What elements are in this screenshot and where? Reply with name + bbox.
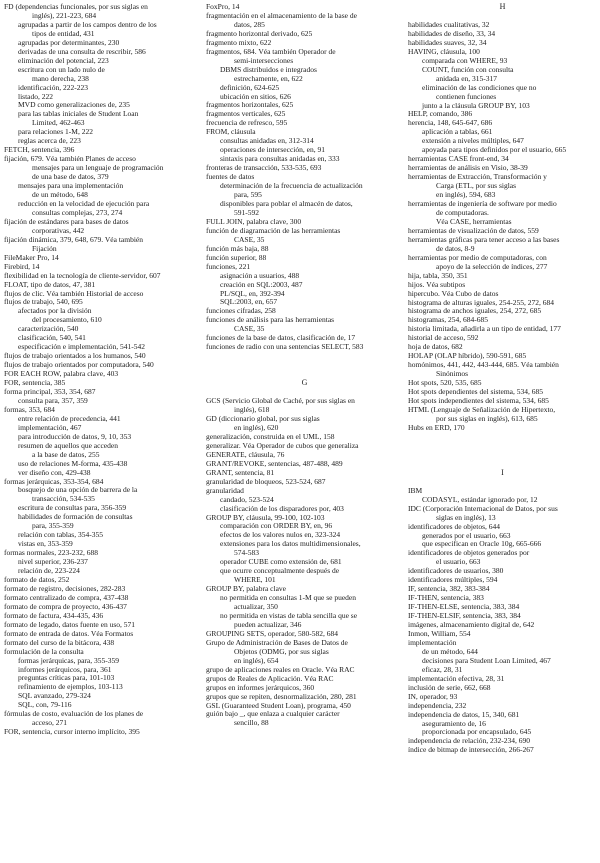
- index-entry: flujos de trabajo orientados por computadora, 540: [4, 361, 154, 370]
- index-subentry: sencillo, 88: [234, 719, 269, 728]
- index-entry: herramientas de Extracción, Transformación y: [408, 173, 547, 182]
- index-subentry: escritura de consultas para, 356-359: [18, 504, 127, 513]
- index-subentry: aseguramiento de, 16: [422, 719, 486, 728]
- index-entry: funciones cifradas, 258: [206, 307, 276, 316]
- index-subentry: acceso, 271: [32, 719, 67, 728]
- index-entry: Grupo de Administración de Bases de Datos de: [206, 638, 348, 647]
- index-entry: IBM: [408, 486, 423, 495]
- index-subentry: SQL:2003, en, 657: [220, 298, 278, 307]
- index-subentry: apoyada para tipos definidos por el usuario, 665: [422, 146, 567, 155]
- index-entry: fragmento mixto, 622: [206, 38, 272, 47]
- index-subentry: identificación, 222-223: [18, 83, 88, 92]
- index-entry: función más baja, 88: [206, 244, 269, 253]
- index-entry: grupos de Reales de Aplicación. Véa RAC: [206, 674, 334, 683]
- index-subentry: CASE, 35: [234, 235, 265, 244]
- index-entry: herramientas de análisis en Visio, 38-39: [408, 164, 528, 173]
- index-subentry: datos, 285: [234, 20, 265, 29]
- section-letter: H: [499, 3, 506, 11]
- index-subentry: formas jerárquicas, para, 355-359: [18, 656, 120, 665]
- spacer: [408, 12, 597, 21]
- index-subentry: ubicación en sitios, 626: [220, 92, 291, 101]
- spacer: [206, 370, 403, 379]
- index-subentry: actualizar, 350: [234, 603, 278, 612]
- index-entry: historia limitada, añadirla a un tipo de entidad, 177: [408, 325, 561, 334]
- index-column-1: [4, 3, 202, 737]
- index-entry: herencia, 148, 645-647, 686: [408, 119, 493, 128]
- index-entry: independencia, 232: [408, 701, 467, 710]
- index-subentry: a la base de datos, 255: [32, 450, 100, 459]
- index-entry: Hubs en ERD, 170: [408, 423, 465, 432]
- index-subentry: mensajes para un lenguaje de programación: [32, 164, 164, 173]
- index-subentry: clasificación, 540, 541: [18, 334, 86, 343]
- index-subentry: para, 355-359: [32, 522, 74, 531]
- index-subentry: nivel superior, 236-237: [18, 558, 88, 567]
- index-subentry: siglas en inglés), 13: [436, 513, 496, 522]
- index-entry: FOR, sentencia, cursor interno implícito, 395: [4, 728, 140, 737]
- index-entry: GROUP BY, palabra clave: [206, 585, 286, 594]
- index-entry: flujos de clic. Véa también Historial de acceso: [4, 289, 144, 298]
- index-entry: histograma de anchos iguales, 254, 272, 685: [408, 307, 542, 316]
- index-entry: FD (dependencias funcionales, por sus siglas en: [4, 3, 148, 11]
- index-entry: habilidades de diseño, 33, 34: [408, 29, 496, 38]
- index-entry: FROM, cláusula: [206, 128, 256, 137]
- index-entry: FOR EACH ROW, palabra clave, 403: [4, 370, 119, 379]
- index-subentry: operador CUBE como extensión de, 681: [220, 558, 342, 567]
- spacer: [206, 361, 403, 370]
- index-entry: función superior, 88: [206, 253, 267, 262]
- index-subentry: especificación e implementación, 541-542: [18, 343, 146, 352]
- index-entry: herramientas CASE front-end, 34: [408, 155, 509, 164]
- index-subentry: pueden actualizar, 346: [234, 620, 302, 629]
- index-entry: fijación de estándares para bases de datos: [4, 217, 129, 226]
- index-entry: FLOAT, tipo de datos, 47, 381: [4, 280, 96, 289]
- index-entry: IF-THEN-ELSIF, sentencia, 383, 384: [408, 612, 521, 621]
- index-entry: FETCH, sentencia, 396: [4, 146, 75, 155]
- index-entry: IF-THEN-ELSE, sentencia, 383, 384: [408, 603, 520, 612]
- index-entry: fijación dinámica, 379, 648, 679. Véa también: [4, 235, 143, 244]
- index-entry: IDC (Corporación Internacional de Datos, por sus: [408, 504, 558, 513]
- index-entry: HAVING, cláusula, 100: [408, 47, 480, 56]
- index-subentry: determinación de la frecuencia de actualización: [220, 182, 363, 191]
- index-entry: formato de factura, 434-435, 436: [4, 611, 104, 620]
- index-subentry: 591-592: [234, 208, 259, 217]
- index-subentry: Fijación: [32, 244, 57, 253]
- index-entry: generalización, construida en el UML, 158: [206, 432, 335, 441]
- index-subentry: COUNT, función con consulta: [422, 65, 514, 74]
- index-entry: granularidad de bloqueos, 523-524, 687: [206, 477, 326, 486]
- index-subentry: estrechamente, en, 622: [234, 74, 303, 83]
- index-entry: GCS (Servicio Global de Caché, por sus siglas en: [206, 397, 355, 406]
- index-subentry: listado, 222: [18, 92, 53, 101]
- index-subentry: consultas complejas, 273, 274: [32, 208, 123, 217]
- index-subentry: asignación a usuarios, 488: [220, 271, 300, 280]
- index-entry: grupo de aplicaciones reales en Oracle. Véa RAC: [206, 665, 355, 674]
- index-subentry: WHERE, 101: [234, 576, 276, 585]
- index-entry: fragmentos horizontales, 625: [206, 101, 294, 110]
- index-subentry: Sinónimos: [436, 370, 469, 379]
- index-entry: flujos de trabajo orientados a los humanos, 540: [4, 352, 146, 361]
- index-subentry: clasificación de los disparadores por, 403: [220, 504, 344, 513]
- index-subentry: derivadas de una consulta de rescribir, 586: [18, 47, 146, 56]
- index-subentry: implementación, 467: [18, 423, 82, 432]
- index-subentry: no permitida en vistas de tabla sencilla que se: [220, 612, 358, 620]
- index-entry: fragmentos, 684. Véa también Operador de: [206, 47, 336, 56]
- index-entry: formas, 353, 684: [4, 405, 55, 414]
- index-subentry: MVD como generalizaciones de, 235: [18, 101, 130, 110]
- index-entry: guión bajo _, que enlaza a cualquier carácter: [206, 710, 340, 719]
- index-subentry: aplicación a tablas, 661: [422, 128, 493, 137]
- index-subentry: agrupadas a partir de los campos dentro de los: [18, 20, 157, 29]
- index-subentry: de datos, 8-9: [436, 244, 475, 253]
- index-column-2: [206, 3, 403, 728]
- index-entry: GSL (Guaranteed Student Loan), programa, 450: [206, 701, 351, 710]
- index-entry: Inmon, William, 554: [408, 630, 471, 638]
- index-entry: formato de entrada de datos. Véa Formatos: [4, 629, 134, 638]
- index-entry: FileMaker Pro, 14: [4, 253, 59, 262]
- index-subentry: entre relación de precedencia, 441: [18, 414, 121, 423]
- index-subentry: transacción, 534-535: [32, 495, 95, 504]
- index-entry: inclusión de serie, 662, 668: [408, 683, 491, 692]
- index-subentry: eficaz, 28, 31: [422, 665, 463, 674]
- index-entry: Hot spots, 520, 535, 685: [408, 379, 482, 388]
- index-subentry: SQL, con, 79-116: [18, 701, 72, 710]
- index-entry: implementación efectiva, 28, 31: [408, 674, 505, 683]
- index-subentry: agrupadas por determinantes, 230: [18, 38, 120, 47]
- index-subentry: por sus siglas en inglés), 613, 685: [436, 414, 538, 423]
- index-subentry: informes jerárquicos, para, 361: [18, 665, 112, 674]
- index-subentry: apoyo de la selección de índices, 277: [436, 262, 548, 271]
- index-entry: identificadores de usuarios, 380: [408, 567, 504, 576]
- index-subentry: corporativas, 442: [32, 226, 85, 235]
- index-subentry: creación en SQL:2003, 487: [220, 280, 303, 289]
- index-subentry: Véa CASE, herramientas: [436, 217, 512, 226]
- index-entry: herramientas gráficas para tener acceso a las bases: [408, 235, 560, 244]
- index-subentry: reducción en la velocidad de ejecución para: [18, 199, 150, 208]
- index-entry: GROUP BY, cláusula, 99-100, 102-103: [206, 513, 325, 522]
- index-entry: IF-THEN, sentencia, 383: [408, 594, 484, 603]
- index-subentry: inglés), 618: [234, 406, 270, 415]
- index-entry: GENERATE, cláusula, 76: [206, 450, 285, 459]
- index-subentry: de computadoras.: [436, 208, 489, 217]
- index-entry: formas normales, 223-232, 688: [4, 549, 98, 558]
- index-entry: independencia de relación, 232-234, 690: [408, 737, 531, 746]
- index-entry: hipercubo. Véa Cubo de datos: [408, 289, 499, 298]
- index-entry: flujos de trabajo, 540, 695: [4, 298, 83, 307]
- index-subentry: comparada con WHERE, 93: [422, 56, 508, 65]
- index-subentry: uso de relaciones M-forma, 435-438: [18, 459, 128, 468]
- index-subentry: reglas acerca de, 223: [18, 137, 81, 146]
- index-subentry: Limited, 462-463: [32, 119, 85, 128]
- index-subentry: consultas anidadas en, 312-314: [220, 137, 314, 146]
- index-entry: Firebird, 14: [4, 262, 40, 271]
- index-entry: identificadores múltiples, 594: [408, 576, 498, 585]
- index-entry: identificadores de objetos generados por: [408, 549, 530, 558]
- index-subentry: para, 595: [234, 191, 262, 200]
- index-entry: formato del curso de la bitácora, 438: [4, 638, 115, 647]
- index-entry: frecuencia de refresco, 595: [206, 119, 288, 128]
- index-subentry: anidada en, 315-317: [436, 74, 498, 83]
- index-entry: fijación, 679. Véa también Planes de acceso: [4, 155, 136, 164]
- index-entry: formato de registro, decisiones, 282-283: [4, 584, 126, 593]
- index-entry: herramientas de visualización de datos, 559: [408, 226, 539, 235]
- spacer: [408, 478, 597, 487]
- index-subentry: comparación con ORDER BY, en, 96: [220, 522, 333, 531]
- index-entry: FoxPro, 14: [206, 3, 240, 11]
- index-entry: formas jerárquicas, 353-354, 684: [4, 477, 104, 486]
- index-entry: histogramas, 254, 684-685: [408, 316, 488, 325]
- index-subentry: resumen de aquellos que acceden: [18, 441, 118, 450]
- index-subentry: definición, 624-625: [220, 83, 280, 92]
- index-subentry: relación de, 223-224: [18, 567, 80, 576]
- index-subentry: consulta para, 357, 359: [18, 396, 88, 405]
- index-entry: hoja de datos, 682: [408, 343, 463, 352]
- index-subentry: CASE, 35: [234, 325, 265, 334]
- index-subentry: extensiones para los datos multidimensionales,: [220, 540, 361, 549]
- index-subentry: en inglés), 654: [234, 656, 279, 665]
- index-entry: funciones de la base de datos, clasificación de, 17: [206, 334, 356, 343]
- index-entry: imágenes, almacenamiento digital de, 642: [408, 621, 535, 630]
- index-entry: fragmentos verticales, 625: [206, 110, 286, 119]
- index-entry: herramientas por medio de computadoras, con: [408, 253, 547, 262]
- index-subentry: mensajes para una implementación: [18, 182, 124, 191]
- index-subentry: junto a la cláusula GROUP BY, 103: [422, 101, 530, 110]
- index-subentry: tipos de entidad, 431: [32, 29, 95, 38]
- index-subentry: disponibles para poblar el almacén de datos,: [220, 199, 353, 208]
- index-entry: GD (diccionario global, por sus siglas: [206, 415, 320, 424]
- index-subentry: contienen funciones: [436, 92, 497, 101]
- index-subentry: para introducción de datos, 9, 10, 353: [18, 432, 132, 441]
- index-entry: formato de compra de proyecto, 436-437: [4, 602, 127, 611]
- index-entry: Hot spots dependientes del sistema, 534, 685: [408, 388, 543, 397]
- index-subentry: para relaciones 1-M, 222: [18, 128, 93, 137]
- index-subentry: candado, 523-524: [220, 495, 274, 504]
- spacer: [408, 442, 597, 451]
- index-subentry: generados por el usuario, 663: [422, 531, 511, 540]
- index-entry: hijos. Véa subtipos: [408, 280, 466, 289]
- index-entry: HELP, comando, 386: [408, 110, 473, 119]
- index-subentry: de una base de datos, 379: [32, 173, 109, 182]
- index-entry: histograma de alturas iguales, 254-255, 272, 684: [408, 298, 555, 307]
- index-entry: GRANT/REVOKE, sentencias, 487-488, 489: [206, 459, 343, 468]
- index-subentry: habilidades de formación de consultas: [18, 513, 133, 522]
- index-entry: FOR, sentencia, 385: [4, 379, 66, 388]
- index-entry: implementación: [408, 638, 457, 647]
- index-subentry: semi-intersecciones: [234, 56, 294, 65]
- index-subentry: Carga (ETL, por sus siglas: [436, 182, 517, 191]
- index-subentry: inglés), 221-223, 684: [32, 11, 97, 20]
- index-entry: IN, operador, 93: [408, 692, 458, 701]
- index-subentry: en inglés), 594, 683: [436, 191, 496, 200]
- index-subentry: vistas en, 353-359: [18, 540, 73, 549]
- spacer: [206, 388, 403, 397]
- index-column-3: [408, 3, 597, 755]
- spacer: [206, 352, 403, 361]
- index-subentry: eliminación del potencial, 223: [18, 56, 109, 65]
- spacer: [408, 460, 597, 469]
- index-entry: fuentes de datos: [206, 173, 255, 182]
- index-entry: granularidad: [206, 486, 244, 495]
- index-subentry: sintaxis para consultas anidadas en, 333: [220, 155, 340, 164]
- index-subentry: decisiones para Student Loan Limited, 467: [422, 656, 551, 665]
- index-subentry: escritura con un lado nulo de: [18, 65, 105, 74]
- section-letter: I: [501, 468, 504, 477]
- index-subentry: SQL avanzado, 279-324: [18, 692, 91, 701]
- index-subentry: bosquejo de una opción de barrera de la: [18, 486, 138, 495]
- index-entry: generalizar. Véa Operador de cubos que generaliza: [206, 441, 359, 450]
- index-entry: fórmulas de costo, evaluación de los planes de: [4, 710, 144, 719]
- section-letter: G: [301, 379, 308, 388]
- index-entry: IF, sentencia, 382, 383-384: [408, 585, 490, 594]
- index-entry: habilidades cualitativas, 32: [408, 20, 490, 29]
- index-entry: herramientas de ingeniería de software por medio: [408, 200, 557, 209]
- index-subentry: relación con tablas, 354-355: [18, 531, 103, 540]
- index-subentry: Objetos (ODMG, por sus siglas: [234, 647, 329, 656]
- index-entry: hija, tabla, 350, 351: [408, 271, 468, 280]
- index-entry: funciones, 221: [206, 262, 251, 271]
- index-subentry: PL/SQL, en, 392-394: [220, 289, 285, 298]
- index-subentry: del procesamiento, 610: [32, 316, 102, 325]
- index-entry: formulación de la consulta: [4, 647, 84, 656]
- index-entry: funciones de radio con una sentencias SELECT, 583: [206, 343, 364, 352]
- index-entry: independencia de datos, 15, 340, 681: [408, 710, 520, 719]
- index-entry: GRANT, sentencia, 81: [206, 468, 275, 477]
- index-entry: fronteras de transacción, 533-535, 693: [206, 164, 322, 173]
- index-subentry: CODASYL, estándar ignorado por, 12: [422, 495, 538, 504]
- index-subentry: DBMS distribuidos e integrados: [220, 65, 317, 74]
- index-subentry: preguntas críticas para, 101-103: [18, 674, 115, 683]
- index-entry: homónimos, 441, 442, 443-444, 685. Véa también: [408, 361, 559, 370]
- index-entry: fragmentación en el almacenamiento de la base de: [206, 11, 357, 20]
- index-entry: habilidades suaves, 32, 34: [408, 38, 487, 47]
- index-entry: GROUPING SETS, operador, 580-582, 684: [206, 629, 338, 638]
- index-entry: HTML (Lenguaje de Señalización de Hipertexto,: [408, 405, 556, 414]
- index-entry: historial de acceso, 592: [408, 334, 479, 343]
- index-entry: formato de legado, datos fuente en uso, 571: [4, 620, 136, 629]
- index-entry: fragmento horizontal derivado, 625: [206, 29, 313, 38]
- spacer: [408, 433, 597, 442]
- index-entry: identificadores de objetos, 644: [408, 522, 501, 531]
- index-entry: forma principal, 353, 354, 687: [4, 387, 96, 396]
- index-subentry: operaciones de intersección, en, 91: [220, 146, 325, 155]
- spacer: [408, 451, 597, 460]
- index-subentry: no permitida en consultas 1-M que se pueden: [220, 594, 357, 603]
- index-subentry: en inglés), 620: [234, 423, 279, 432]
- index-entry: HOLAP (OLAP híbrido), 590-591, 685: [408, 352, 527, 361]
- index-entry: función de diagramación de las herramientas: [206, 226, 341, 235]
- index-subentry: ver diseño con, 429-438: [18, 468, 91, 477]
- index-subentry: que ocurre conceptualmente después de: [220, 567, 340, 576]
- index-subentry: 574-583: [234, 549, 259, 558]
- index-entry: formato de datos, 252: [4, 576, 70, 584]
- index-entry: índice de bitmap de intersección, 266-267: [408, 746, 534, 755]
- index-entry: funciones de análisis para las herramientas: [206, 316, 335, 325]
- index-subentry: de un método, 648: [32, 191, 88, 200]
- index-subentry: refinamiento de ejemplos, 103-113: [18, 683, 123, 692]
- index-subentry: para las tablas iniciales de Student Loan: [18, 110, 139, 119]
- index-entry: formato centralizado de compra, 437-438: [4, 593, 129, 602]
- index-entry: flexibilidad en la tecnología de cliente-servidor, 607: [4, 271, 161, 280]
- index-entry: FULL JOIN, palabra clave, 300: [206, 217, 302, 226]
- index-subentry: extensión a niveles múltiples, 647: [422, 137, 524, 146]
- index-subentry: afectados por la división: [18, 307, 92, 316]
- index-subentry: de un método, 644: [422, 647, 478, 656]
- index-entry: grupos en informes jerárquicos, 360: [206, 683, 315, 692]
- index-entry: grupos que se repiten, desnormalización, 280, 281: [206, 692, 357, 701]
- index-subentry: eliminación de las condiciones que no: [422, 83, 537, 92]
- index-subentry: proporcionada por encapsulado, 645: [422, 728, 532, 737]
- index-subentry: caracterización, 540: [18, 325, 79, 334]
- index-entry: Hot spots independientes del sistema, 534, 685: [408, 396, 549, 405]
- index-subentry: que especifican en Oracle 10g, 665-666: [422, 540, 542, 549]
- index-subentry: efectos de los valores nulos en, 323-324: [220, 531, 341, 540]
- index-subentry: mano derecha, 238: [32, 74, 89, 83]
- index-subentry: el usuario, 663: [436, 558, 481, 567]
